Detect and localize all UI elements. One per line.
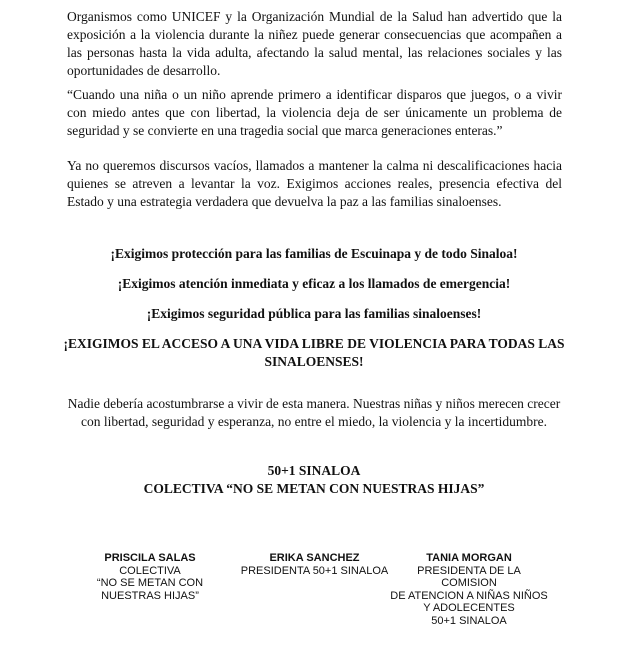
organization-name: 50+1 SINALOA — [267, 463, 361, 478]
demand-line: ¡EXIGIMOS EL ACCESO A UNA VIDA LIBRE DE VIOLENCIA PARA TODAS LAS SINALOENSES! — [63, 336, 565, 369]
body-paragraph: Ya no queremos discursos vacíos, llamados a mantener la calma ni descalificaciones hacia quienes se atreven a levantar la voz. Exigimos acciones reales, presencia efectiva del Estado y una estrategia verdadera que devuelva la paz a las familias sinaloenses. — [67, 158, 562, 209]
demand-line: ¡Exigimos protección para las familias de Escuinapa y de todo Sinaloa! — [110, 246, 518, 261]
demands-list — [60, 245, 568, 383]
signatory-title-line: DE ATENCION A NIÑAS NIÑOS — [390, 589, 548, 602]
signatory-title-line: PRESIDENTA DE LA COMISION — [417, 564, 521, 589]
signatory-title-line: Y ADOLECENTES — [423, 602, 515, 614]
signatory-title-line: 50+1 SINALOA — [431, 614, 507, 627]
demand-line: ¡Exigimos atención inmediata y eficaz a los llamados de emergencia! — [117, 276, 511, 291]
organization-collective: COLECTIVA “NO SE METAN CON NUESTRAS HIJAS” — [143, 481, 485, 496]
closing-paragraph: Nadie debería acostumbrarse a vivir de esta manera. Nuestras niñas y niños merecen crecer con libertad, seguridad y esperanza, no entre el miedo, la violencia y la incertidumbre. — [67, 396, 561, 429]
signatory-name: ERIKA SANCHEZ — [269, 552, 360, 564]
organization-heading — [60, 462, 568, 498]
signature-block — [75, 552, 225, 602]
signatory-title-line: COLECTIVA — [119, 564, 181, 577]
signature-block — [232, 552, 397, 577]
signatory-name: TANIA MORGAN — [426, 552, 512, 564]
body-paragraph: “Cuando una niña o un niño aprende primero a identificar disparos que juegos, o a vivir con miedo antes que con libertad, la violencia deja de ser únicamente un problema de seguridad y se convierte en una tragedia social que marca generaciones enteras.” — [67, 87, 562, 138]
demand-line: ¡Exigimos seguridad pública para las familias sinaloenses! — [146, 306, 482, 321]
signatory-name: PRISCILA SALAS — [104, 552, 196, 564]
signature-block — [390, 552, 548, 627]
body-paragraph: Organismos como UNICEF y la Organización Mundial de la Salud han advertido que la exposición a la violencia durante la niñez puede generar consecuencias que acompañen a las personas hasta la vida adulta, afectando la salud mental, las relaciones sociales y las oportunidades de desarrollo. — [67, 9, 562, 78]
signatory-title-line: NUESTRAS HIJAS” — [101, 589, 199, 602]
signatory-title-line: PRESIDENTA 50+1 SINALOA — [240, 564, 389, 577]
signatory-title-line: “NO SE METAN CON — [96, 577, 204, 589]
